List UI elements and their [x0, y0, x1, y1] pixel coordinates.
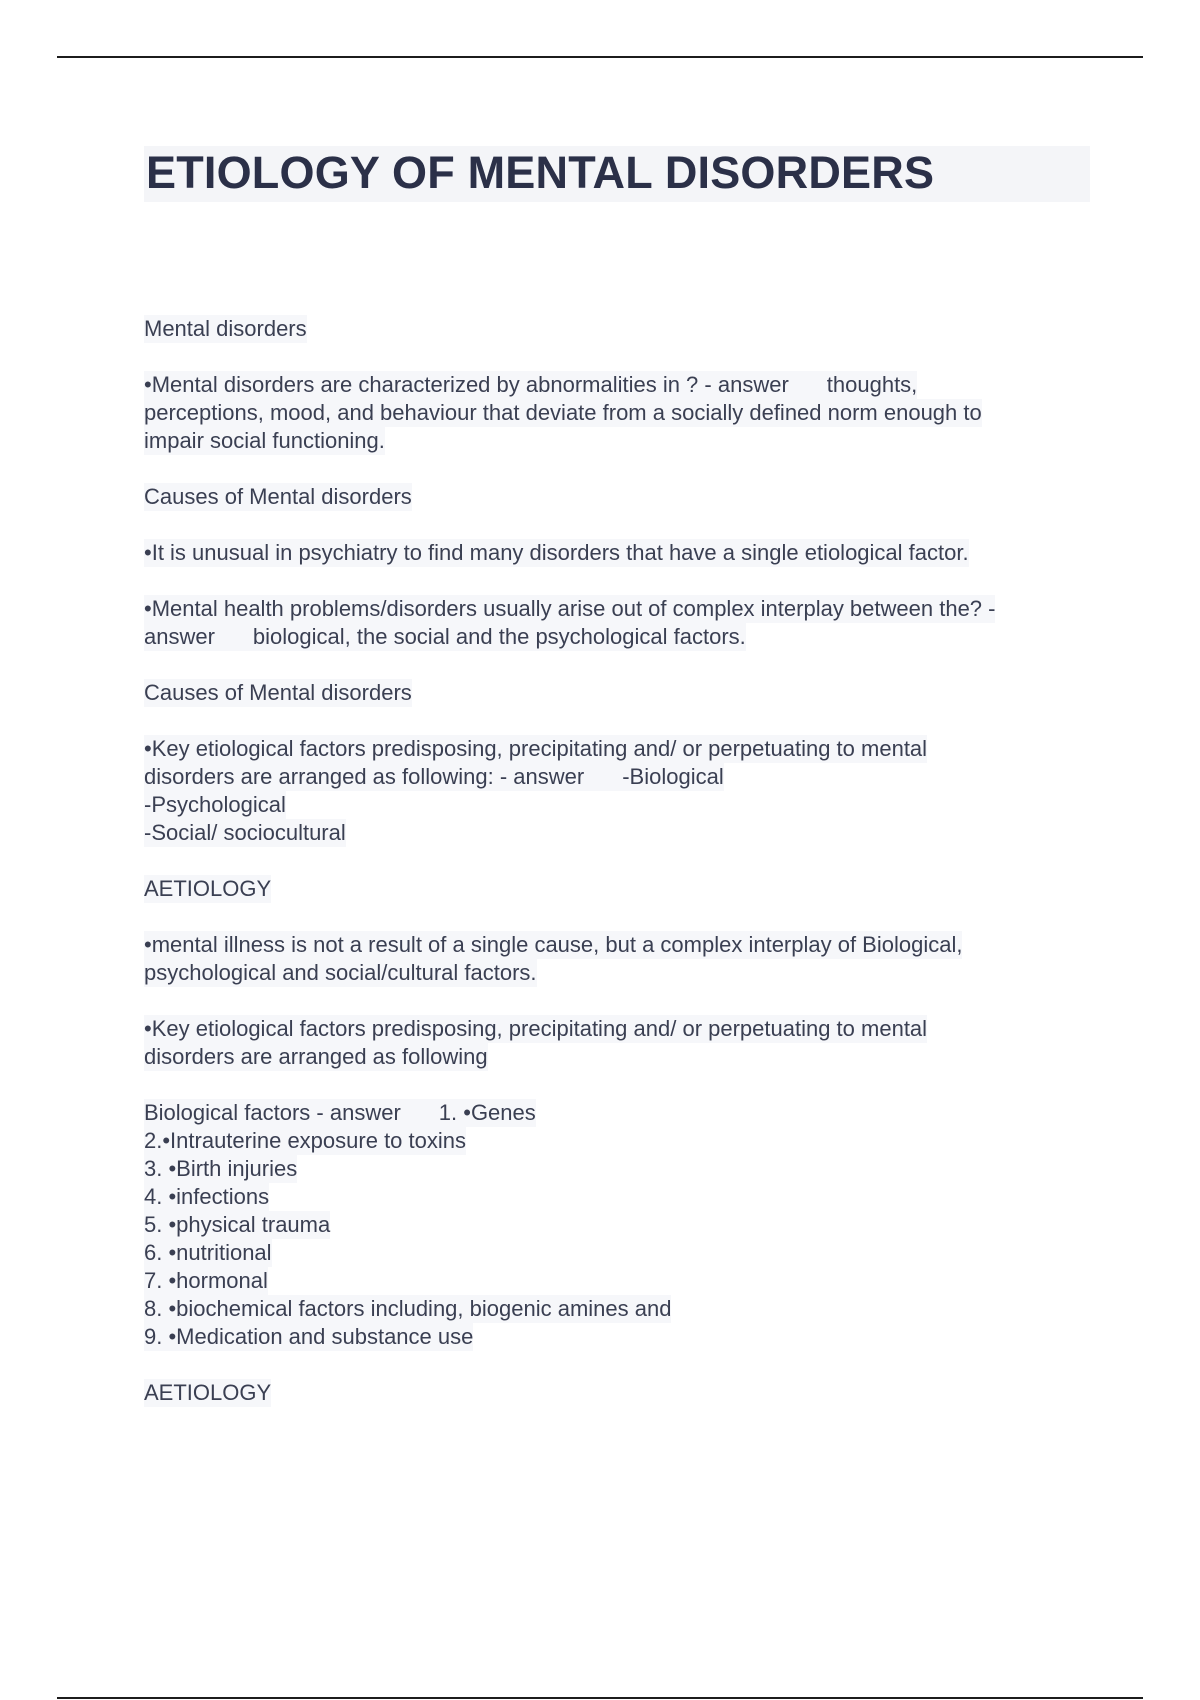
document-body	[144, 315, 1090, 1407]
answer-text: 1. •Genes	[438, 1100, 536, 1125]
section-heading	[144, 875, 1090, 903]
biological-factors-list	[144, 1099, 1090, 1351]
text-line: perceptions, mood, and behaviour that deviate from a socially defined norm enough to	[144, 400, 982, 425]
text-line: disorders are arranged as following	[144, 1044, 488, 1069]
list-item: 7. •hormonal	[144, 1268, 268, 1293]
qa-paragraph	[144, 371, 1090, 455]
statement-paragraph	[144, 1015, 1090, 1071]
statement-paragraph	[144, 539, 1090, 567]
list-item: 5. •physical trauma	[144, 1212, 331, 1237]
heading-causes: Causes of Mental disorders	[144, 484, 412, 509]
heading-causes: Causes of Mental disorders	[144, 680, 412, 705]
text-line	[144, 371, 917, 399]
section-heading	[144, 1379, 1090, 1407]
question-text: Biological factors - answer	[144, 1100, 401, 1125]
heading-aetiology: AETIOLOGY	[144, 876, 272, 901]
list-item: 8. •biochemical factors including, biogenic amines and	[144, 1296, 672, 1321]
list-item: 2.•Intrauterine exposure to toxins	[144, 1128, 466, 1153]
list-item: 4. •infections	[144, 1184, 270, 1209]
section-heading	[144, 483, 1090, 511]
text-line: •Key etiological factors predisposing, precipitating and/ or perpetuating to mental	[144, 1016, 928, 1041]
question-text: disorders are arranged as following: - answer	[144, 764, 585, 789]
heading-aetiology: AETIOLOGY	[144, 1380, 272, 1405]
text-line	[144, 763, 724, 791]
text-line: •Key etiological factors predisposing, precipitating and/ or perpetuating to mental	[144, 736, 928, 761]
list-item	[144, 1099, 536, 1127]
answer-text: biological, the social and the psychological factors.	[252, 624, 746, 649]
top-rule	[57, 56, 1143, 58]
qa-paragraph	[144, 595, 1090, 651]
text-line: •It is unusual in psychiatry to find many disorders that have a single etiological factor.	[144, 540, 969, 565]
question-text: •Mental disorders are characterized by abnormalities in ? - answer	[144, 372, 789, 397]
answer-text: thoughts,	[826, 372, 918, 397]
answer-text: -Biological	[622, 764, 724, 789]
text-line: psychological and social/cultural factors.	[144, 960, 537, 985]
document-content	[144, 146, 1090, 1435]
heading-mental-disorders: Mental disorders	[144, 316, 307, 341]
list-item: 3. •Birth injuries	[144, 1156, 298, 1181]
section-heading	[144, 679, 1090, 707]
qa-paragraph	[144, 735, 1090, 847]
text-line: -Psychological	[144, 792, 286, 817]
text-line	[144, 623, 746, 651]
answer-label: answer	[144, 624, 215, 649]
bottom-rule	[57, 1697, 1143, 1699]
text-line: -Social/ sociocultural	[144, 820, 346, 845]
section-heading	[144, 315, 1090, 343]
text-line: impair social functioning.	[144, 428, 385, 453]
statement-paragraph	[144, 931, 1090, 987]
text-line: •Mental health problems/disorders usually arise out of complex interplay between the? -	[144, 596, 996, 621]
text-line: •mental illness is not a result of a single cause, but a complex interplay of Biological,	[144, 932, 963, 957]
list-item: 6. •nutritional	[144, 1240, 272, 1265]
list-item: 9. •Medication and substance use	[144, 1324, 474, 1349]
page-title: ETIOLOGY OF MENTAL DISORDERS	[144, 146, 1090, 202]
